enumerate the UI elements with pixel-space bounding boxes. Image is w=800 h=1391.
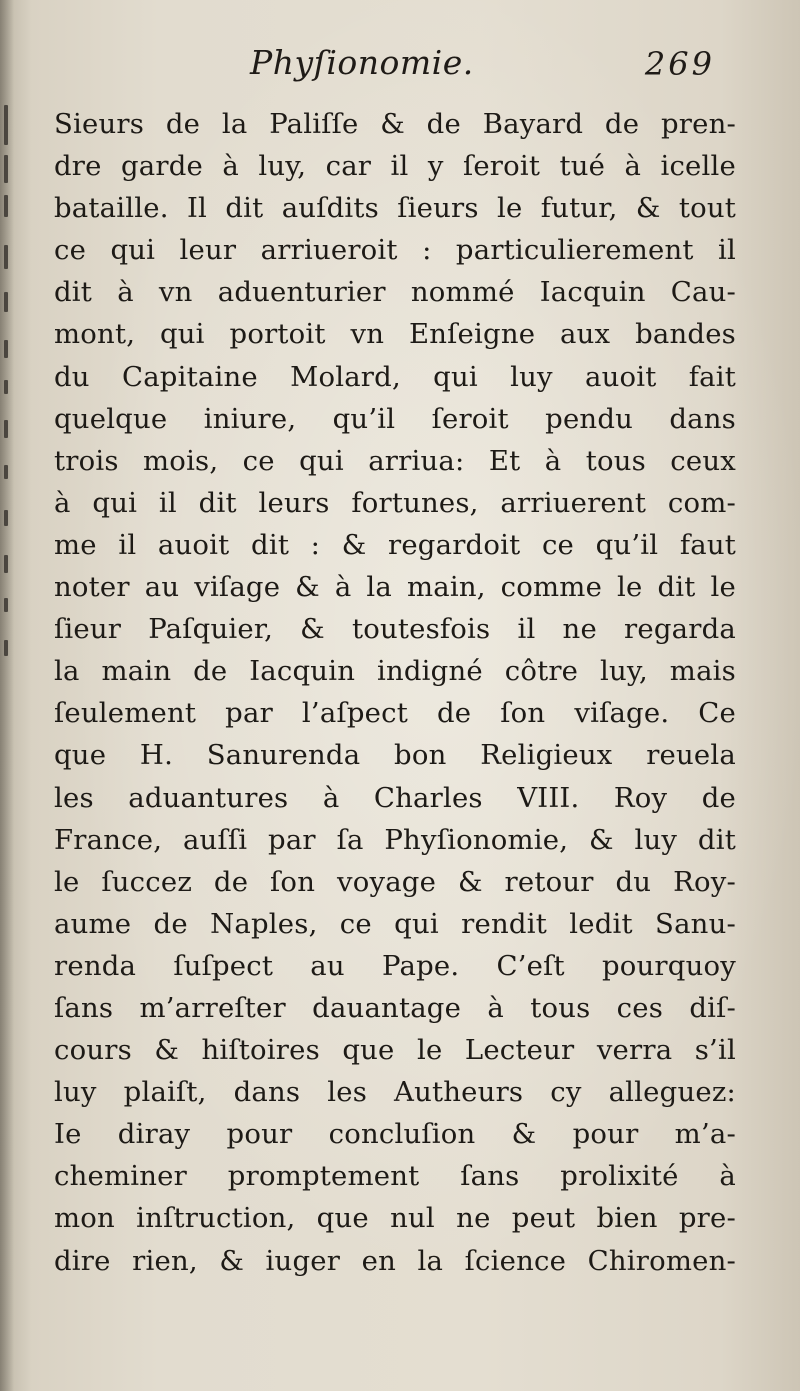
text-line: ſieur Paſquier, & toutesfois il ne regarda [54,613,736,646]
text-line: France, auſſi par ſa Phyſionomie, & luy dit [54,823,736,856]
text-line: trois mois, ce qui arriua: Et à tous ceux [54,444,736,477]
text-line: bataille. Il dit auſdits ſieurs le futur, & tout [54,192,736,225]
text-line: ſans m’arreſter dauantage à tous ces diſ- [54,991,736,1024]
text-line: mon inſtruction, que nul ne peut bien pre- [54,1202,736,1235]
text-line: me il auoit dit : & regardoit ce qu’il faut [54,528,736,561]
running-head [250,43,740,95]
text-line: la main de Iacquin indigné côtre luy, mais [54,655,736,688]
text-line: Sieurs de la Paliſſe & de Bayard de pren- [54,108,736,140]
text-line: dre garde à luy, car il y ſeroit tué à icelle [54,150,736,183]
text-line: du Capitaine Molard, qui luy auoit fait [54,360,736,393]
text-line: cheminer promptement ſans prolixité à [54,1160,736,1193]
body-text [54,103,736,1282]
text-line: dire rien, & iuger en la ſcience Chiromen- [54,1244,736,1277]
text-line: que H. Sanurenda bon Religieux reuela [54,739,736,772]
text-line: à qui il dit leurs fortunes, arriuerent com- [54,486,736,519]
text-line: luy plaiſt, dans les Autheurs cy alleguez: [54,1076,736,1109]
text-line: noter au viſage & à la main, comme le dit le [54,571,736,604]
page-number: 269 [644,45,715,83]
text-line: ſeulement par l’aſpect de ſon viſage. Ce [54,697,736,730]
text-line: renda ſuſpect au Pape. C’eſt pourquoy [54,949,736,982]
ink-bleed-marks [2,0,14,1391]
text-line: les aduantures à Charles VIII. Roy de [54,781,736,814]
running-title: Phyſionomie. [250,43,474,82]
text-line: dit à vn aduenturier nommé Iacquin Cau- [54,276,736,309]
text-line: quelque iniure, qu’il ſeroit pendu dans [54,402,736,435]
text-line: Ie diray pour concluſion & pour m’a- [54,1118,736,1151]
text-line: le ſuccez de ſon voyage & retour du Roy- [54,865,736,898]
text-line: cours & hiſtoires que le Lecteur verra s’il [54,1034,736,1067]
text-line: aume de Naples, ce qui rendit ledit Sanu- [54,907,736,940]
text-line: mont, qui portoit vn Enſeigne aux bandes [54,318,736,351]
text-line: ce qui leur arriueroit : particulierement il [54,234,736,267]
